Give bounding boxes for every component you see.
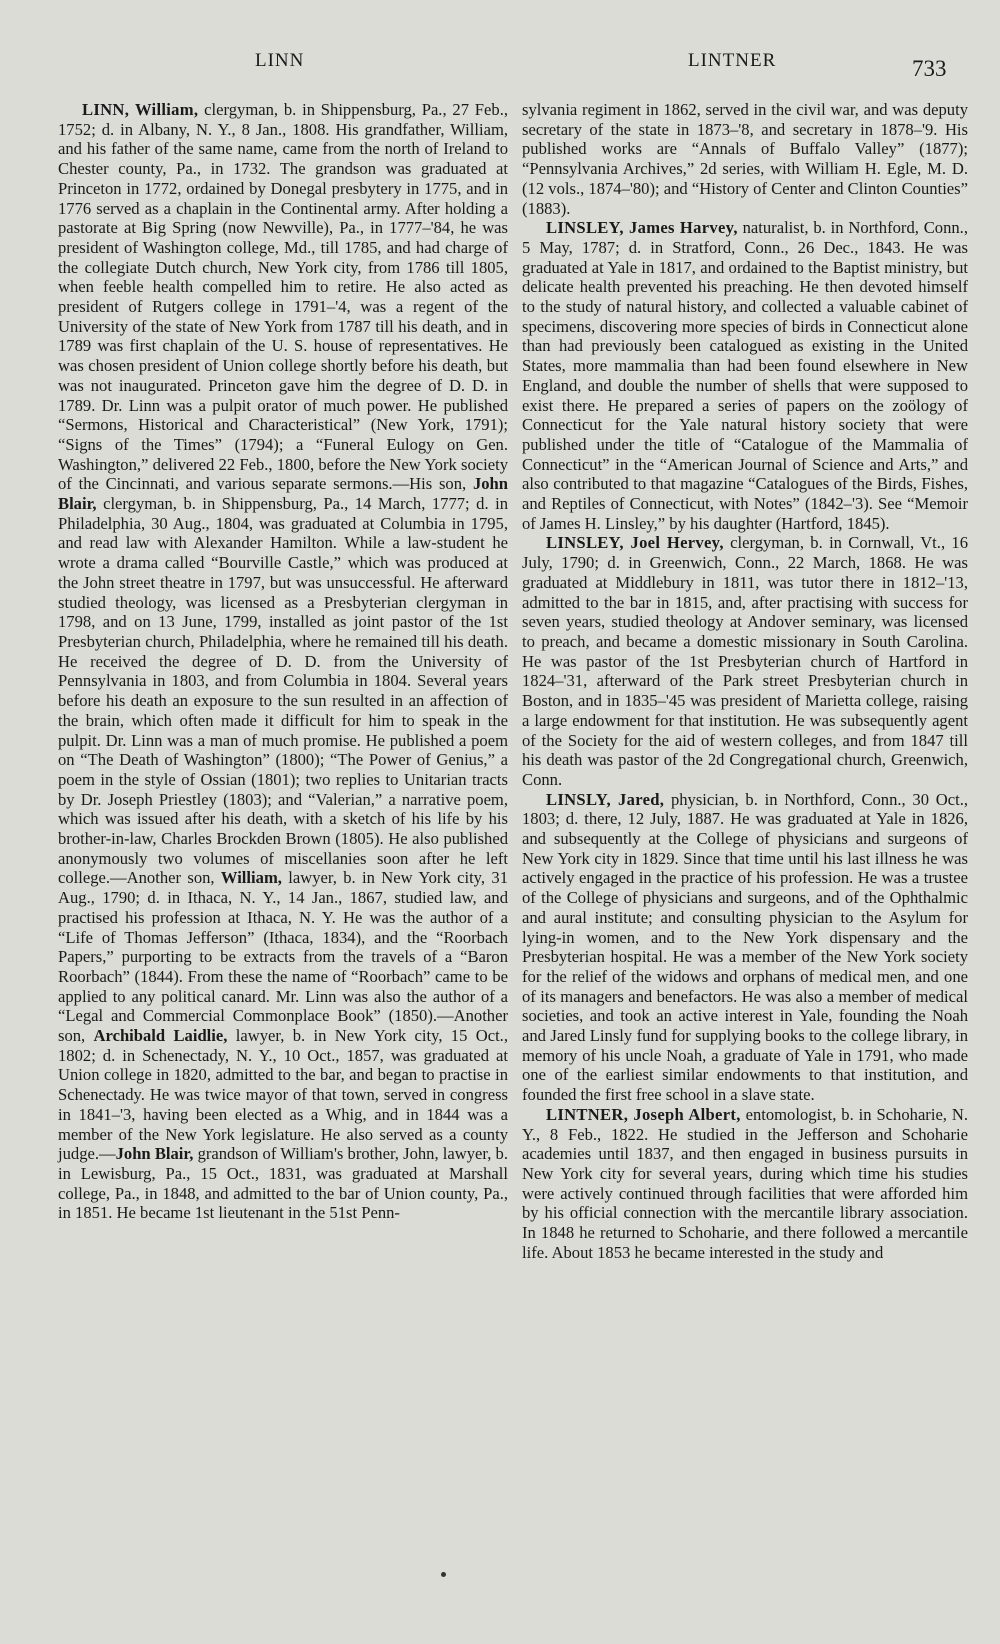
entry-headword: LINSLY, Jared, [546, 789, 665, 809]
right-column [522, 100, 968, 1262]
page-number: 733 [912, 56, 947, 81]
entry-text: entomologist, b. in Schoharie, N. Y., 8 Feb., 1822. He studied in the Jefferson and Schoharie academies until 1837, and then engaged in business pursuits in New York city for several years, during which time his studies were actively continued through facilities that were afforded him by his official connection with the mercantile library association. In 1848 he returned to Schoharie, and there followed a mercantile life. About 1853 he became interested in the study and [522, 1104, 968, 1262]
footer-dot [441, 1572, 446, 1577]
entry-linsley-james-harvey [522, 218, 968, 533]
person-name: John Blair, [115, 1144, 194, 1164]
entry-text: clergyman, b. in Shippensburg, Pa., 14 March, 1777; d. in Philadelphia, 30 Aug., 1804, was graduated at Columbia in 1795, and read law with Alexander Hamilton. While a law-student he wrote a drama called “Bourville Castle,” which was produced at the John street theatre in 1797, but was unsuccessful. He afterward studied theology, was licensed as a Presbyterian clergyman in 1798, and on 13 June, 1799, installed as joint pastor of the 1st Presbyterian church, Philadelphia, where he remained till his death. He received the degree of D. D. from the University of Pennsylvania in 1803, and from Columbia in 1804. Several years before his death an exposure to the sun resulted in an affection of the brain, which often made it difficult for him to speak in the pulpit. Dr. Linn was a man of much promise. He published a poem on “The Death of Washington” (1800); “The Power of Genius,” a poem in the style of Ossian (1801); two replies to Unitarian tracts by Dr. Joseph Priestley (1803); and “Valerian,” a narrative poem, which was issued after his death, with a sketch of his life by his brother-in-law, Charles Brockden Brown (1805). He also published anonymously two volumes of miscellanies soon after he left college.—Another son, [58, 494, 508, 888]
entry-text: grandson of William's brother, John, lawyer, b. in Lewisburg, Pa., 15 Oct., 1831, was graduated at Marshall college, Pa., in 1848, and admitted to the bar of Union county, Pa., in 1851. He became 1st lieutenant in the 51st Penn- [58, 1144, 509, 1223]
left-column [58, 100, 508, 1223]
entry-text: lawyer, b. in New York city, 15 Oct., 1802; d. in Schenectady, N. Y., 10 Oct., 1857, was graduated at Union college in 1820, admitted to the bar, and began to practise in Schenectady. He was twice mayor of that town, served in congress in 1841–'3, having been elected as a Whig, and in 1844 was a member of the New York legislature. He also served as a county judge.— [58, 1026, 508, 1164]
entry-linsly-jared [522, 790, 968, 1105]
person-name: John Blair, [58, 474, 508, 514]
entry-text: physician, b. in Northford, Conn., 30 Oct., 1803; d. there, 12 July, 1887. He was graduated at Yale in 1826, and subsequently at the College of physicians and surgeons of New York city in 1829. Since that time until his last illness he was actively engaged in the practice of his profession. He was a trustee of the College of physicians and surgeons, and of the Ophthalmic and aural institute; and consulting physician to the Asylum for lying-in women, and to the New York dispensary and the Presbyterian hospital. He was a member of the New York society for the relief of the widows and orphans of medical men, and one of its managers and benefactors. He was also a member of medical societies, and took an active interest in Yale, founding the Noah and Jared Linsly fund for supplying books to the college library, in memory of his uncle Noah, a graduate of Yale in 1791, who made one of the earliest similar endowments to that institution, and founded the first free school in a slave state. [522, 789, 968, 1105]
entry-headword: LINSLEY, Joel Hervey, [546, 533, 724, 553]
entry-text: clergyman, b. in Cornwall, Vt., 16 July, 1790; d. in Greenwich, Conn., 22 March, 1868. He was graduated at Middlebury in 1811, was tutor there in 1812–'13, admitted to the bar in 1815, and, after practising with success for seven years, studied theology at Andover seminary, was licensed to preach, and became a domestic missionary in South Carolina. He was pastor of the 1st Presbyterian church of Hartford in 1824–'31, afterward of the Park street Presbyterian church in Boston, and in 1835–'45 was president of Marietta college, raising a large endowment for that institution. He was subsequently agent of the Society for the aid of western colleges, and from 1847 till his death was pastor of the 2d Congregational church, Greenwich, Conn. [522, 533, 968, 789]
entry-text: naturalist, b. in Northford, Conn., 5 May, 1787; d. in Stratford, Conn., 26 Dec., 1843. He was graduated at Yale in 1817, and ordained to the Baptist ministry, but delicate health prevented his preaching. He then devoted himself to the study of natural history, and collected a valuable cabinet of specimens, discovering more species of birds in Connecticut alone than had previously been catalogued as existing in the United States, more mammalia than had been found elsewhere in New England, and double the number of shells that were supposed to exist there. He prepared a series of papers on the zoölogy of Connecticut for the Yale natural history society that were published under the title of “Catalogue of the Mammalia of Connecticut” in the “American Journal of Science and Arts,” and also contributed to that magazine “Catalogues of the Birds, Fishes, and Reptiles of Connecticut, with Notes” (1842–'3). See “Memoir of James H. Linsley,” by his daughter (Hartford, 1845). [522, 218, 968, 533]
entry-headword: LINSLEY, James Harvey, [546, 218, 738, 238]
person-name: William, [220, 868, 282, 888]
entry-linsley-joel-hervey [522, 533, 968, 789]
entry-lintner-joseph-albert [522, 1105, 968, 1263]
person-name: Archibald Laidlie, [93, 1026, 228, 1046]
running-head-right: LINTNER [688, 50, 777, 71]
entry-headword: LINN, William, [82, 100, 199, 119]
entry-text: lawyer, b. in New York city, 31 Aug., 1790; d. in Ithaca, N. Y., 14 Jan., 1867, studied law, and practised his profession at Ithaca, N. Y. He was the author of a “Life of Thomas Jefferson” (Ithaca, 1834), and the “Roorbach Papers,” purporting to be extracts from the travels of a “Baron Roorbach” (1844). From these the name of “Roorbach” came to be applied to any political canard. Mr. Linn was also the author of a “Legal and Commercial Commonplace Book” (1850).—Another son, [58, 868, 508, 1046]
running-head-left: LINN [255, 50, 305, 71]
entry-linn-william [58, 100, 508, 1223]
entry-text: clergyman, b. in Shippensburg, Pa., 27 Feb., 1752; d. in Albany, N. Y., 8 Jan., 1808. His grandfather, William, and his father of the same name, came from the north of Ireland to Chester county, Pa., in 1732. The grandson was graduated at Princeton in 1772, ordained by Donegal presbytery in 1775, and in 1776 served as a chaplain in the Continental army. After holding a pastorate at Big Spring (now Newville), Pa., in 1777–'84, he was president of Washington college, Md., till 1785, and had charge of the collegiate Dutch church, New York city, from 1786 till 1805, when feeble health compelled him to retire. He also acted as president of Rutgers college in 1791–'4, was a regent of the University of the state of New York from 1787 till his death, and in 1789 was first chaplain of the U. S. house of representatives. He was chosen president of Union college shortly before his death, but was not inaugurated. Princeton gave him the degree of D. D. in 1789. Dr. Linn was a pulpit orator of much power. He published “Sermons, Historical and Characteristical” (New York, 1791); “Signs of the Times” (1794); a “Funeral Eulogy on Gen. Washington,” delivered 22 Feb., 1800, before the New York society of the Cincinnati, and various separate sermons.—His son, [58, 100, 508, 494]
entry-headword: LINTNER, Joseph Albert, [546, 1104, 741, 1124]
entry-continuation: sylvania regiment in 1862, served in the civil war, and was deputy secretary of the state in 1873–'8, and secretary in 1878–'9. His published works are “Annals of Buffalo Valley” (1877); “Pennsylvania Archives,” 2d series, with William H. Egle, M. D. (12 vols., 1874–'80); and “History of Center and Clinton Counties” (1883). [522, 100, 968, 218]
